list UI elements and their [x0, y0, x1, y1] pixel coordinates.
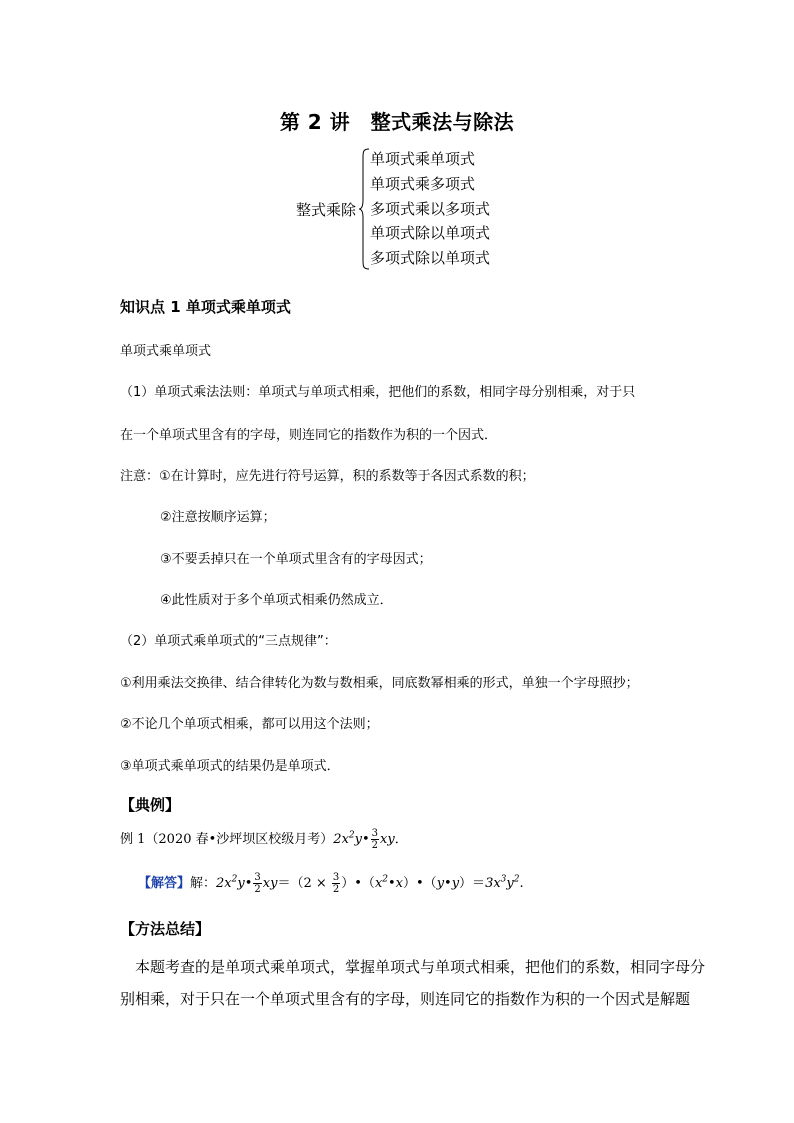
tree-item: 多项式乘以多项式	[370, 199, 491, 218]
law-1: ①利用乘法交换律、结合律转化为数与数相乘，同底数幂相乘的形式，单独一个字母照抄；	[120, 676, 639, 691]
example-heading: 【典例】	[120, 796, 181, 814]
fraction: $\frac{3}{2}$	[371, 828, 379, 851]
law-heading: （2）单项式乘单项式的“三点规律”：	[120, 634, 337, 649]
note-2: ②注意按顺序运算；	[160, 510, 276, 525]
example-1: 例 1（2020 春•沙坪坝区校级月考）$2x^2y•$ $\frac{3}{2}$ xy．	[120, 828, 408, 851]
section-heading: 知识点 1 单项式乘单项式	[120, 298, 291, 316]
rule-line-2: 在一个单项式里含有的字母，则连同它的指数作为积的一个因式．	[120, 428, 498, 443]
tree-root-label: 整式乘除	[296, 201, 357, 219]
tree-item: 多项式除以单项式	[370, 249, 491, 268]
note-3: ③不要丢掉只在一个单项式里含有的字母因式；	[160, 552, 432, 567]
tree-item: 单项式乘单项式	[370, 150, 476, 168]
summary-line-1: 本题考查的是单项式乘单项式，掌握单项式与单项式相乘，把他们的系数，相同字母分	[135, 958, 706, 976]
example-prefix: 例 1（2020 春•沙坪坝区校级月考）	[120, 832, 334, 847]
note-1: 注意：①在计算时，应先进行符号运算，积的系数等于各因式系数的积；	[120, 469, 535, 484]
summary-line-2: 别相乘，对于只在一个单项式里含有的字母，则连同它的指数作为积的一个因式是解题	[120, 990, 691, 1008]
note-4: ④此性质对于多个单项式相乘仍然成立．	[160, 593, 393, 608]
example-expression: $2x^2y•$	[333, 830, 370, 847]
fraction: $\frac{3}{2}$	[332, 872, 340, 895]
tree-item: 单项式除以单项式	[370, 224, 491, 243]
answer: 【解答】解：$2x^2y•$ $\frac{3}{2}$ xy＝（2 × $\frac{3}{2}$ ）$•(x^2•x)•(y•y)=3x^3y^2$.	[138, 872, 524, 895]
subheading: 单项式乘单项式	[120, 344, 212, 359]
fraction: $\frac{3}{2}$	[254, 872, 261, 895]
tree-items	[370, 147, 490, 271]
page-title: 第 2 讲 整式乘法与除法	[279, 110, 515, 134]
tree-item: 单项式乘多项式	[370, 174, 476, 193]
law-2: ②不论几个单项式相乘，都可以用这个法则；	[120, 717, 379, 732]
answer-prefix: 解：	[190, 876, 217, 891]
law-3: ③单项式乘单项式的结果仍是单项式．	[120, 759, 340, 774]
summary-heading: 【方法总结】	[120, 920, 211, 938]
answer-tag: 【解答】	[138, 876, 191, 891]
rule-line-1: （1）单项式乘法法则：单项式与单项式相乘，把他们的系数，相同字母分别相乘，对于只	[120, 385, 636, 400]
left-brace-icon	[358, 148, 370, 270]
